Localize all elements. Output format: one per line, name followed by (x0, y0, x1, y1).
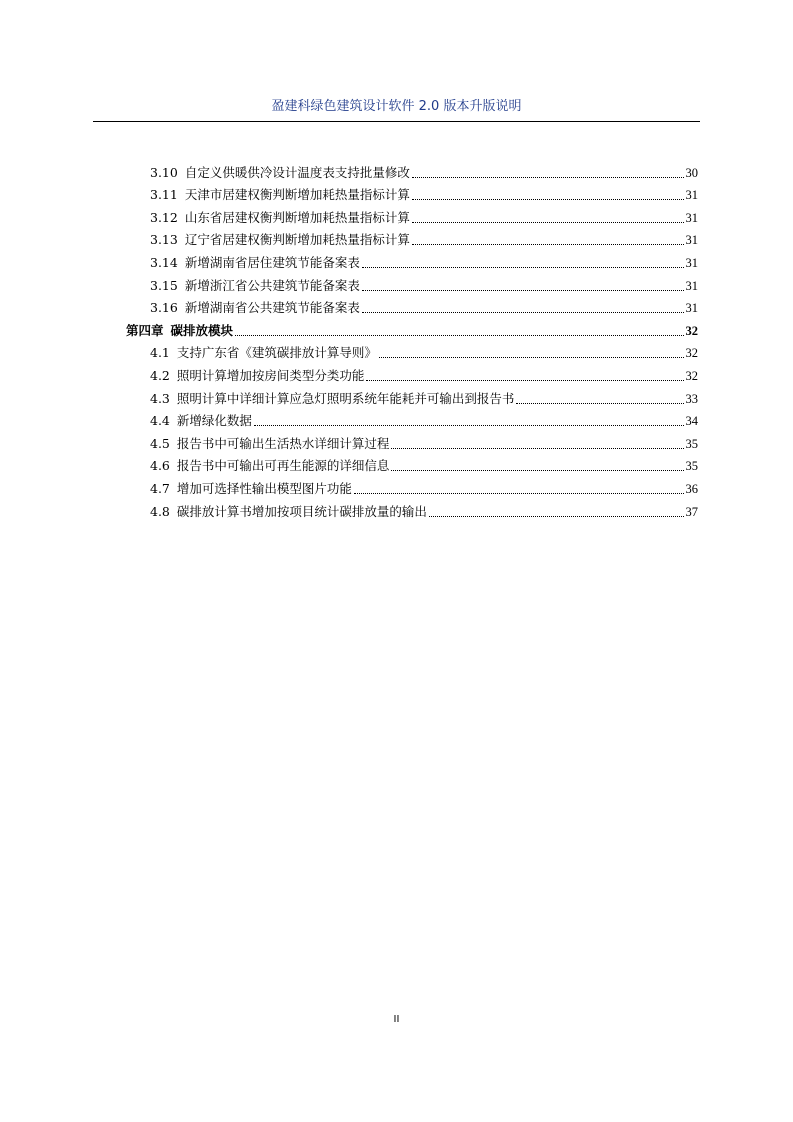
toc-entry-title: 碳排放模块 (170, 322, 234, 338)
toc-dot-leader (362, 290, 684, 291)
toc-dot-leader (362, 267, 684, 268)
toc-entry[interactable] (126, 204, 698, 227)
toc-entry-number: 3.12 (150, 209, 178, 225)
toc-entry-number: 3.14 (150, 254, 178, 270)
toc-dot-leader (412, 177, 684, 178)
toc-entry-page: 32 (685, 346, 698, 361)
toc-entry-page: 31 (685, 188, 698, 203)
header-divider (93, 121, 700, 122)
toc-entry[interactable] (126, 498, 698, 521)
toc-entry-page: 32 (685, 323, 698, 338)
toc-dot-leader (412, 199, 684, 200)
toc-entry-title: 报告书中可输出可再生能源的详细信息 (176, 458, 390, 474)
toc-entry-page: 31 (685, 301, 698, 316)
toc-entry-page: 31 (685, 278, 698, 293)
toc-entry[interactable] (126, 159, 698, 182)
toc-entry-number: 4.4 (150, 413, 170, 429)
toc-entry[interactable] (126, 408, 698, 431)
toc-entry-number: 4.2 (150, 367, 170, 383)
toc-entry[interactable] (126, 362, 698, 385)
toc-entry[interactable] (126, 430, 698, 453)
toc-entry[interactable] (126, 340, 698, 363)
toc-entry-number: 4.1 (150, 345, 170, 361)
toc-entry-number: 4.6 (150, 458, 170, 474)
toc-entry-title: 新增浙江省公共建筑节能备案表 (184, 277, 360, 293)
toc-dot-leader (429, 516, 684, 517)
toc-entry-title: 增加可选择性输出模型图片功能 (176, 480, 352, 496)
toc-entry-page: 31 (685, 210, 698, 225)
toc-dot-leader (379, 357, 684, 358)
toc-entry-title: 自定义供暖供冷设计温度表支持批量修改 (184, 164, 410, 180)
toc-entry-page: 35 (685, 436, 698, 451)
toc-entry[interactable] (126, 227, 698, 250)
toc-entry-page: 31 (685, 233, 698, 248)
toc-entry-page: 31 (685, 255, 698, 270)
toc-entry-page: 35 (685, 459, 698, 474)
toc-entry[interactable] (126, 475, 698, 498)
toc-entry-number: 3.11 (150, 187, 178, 203)
toc-dot-leader (412, 222, 684, 223)
toc-dot-leader (354, 493, 684, 494)
toc-entry-page: 37 (685, 504, 698, 519)
toc-entry-title: 照明计算中详细计算应急灯照明系统年能耗并可输出到报告书 (176, 390, 515, 406)
toc-dot-leader (391, 470, 683, 471)
toc-entry-title: 新增湖南省公共建筑节能备案表 (184, 300, 360, 316)
toc-entry-title: 支持广东省《建筑碳排放计算导则》 (176, 345, 377, 361)
toc-entry-page: 33 (685, 391, 698, 406)
toc-entry-title: 报告书中可输出生活热水详细计算过程 (176, 435, 390, 451)
toc-entry-title: 天津市居建权衡判断增加耗热量指标计算 (184, 187, 410, 203)
toc-entry-title: 碳排放计算书增加按项目统计碳排放量的输出 (176, 503, 427, 519)
toc-entry-page: 36 (685, 481, 698, 496)
toc-entry-number: 4.8 (150, 503, 170, 519)
toc-entry-number: 3.10 (150, 164, 178, 180)
toc-dot-leader (391, 448, 683, 449)
toc-entry-title: 照明计算增加按房间类型分类功能 (176, 367, 365, 383)
table-of-contents (126, 159, 698, 521)
page-header-title: 盈建科绿色建筑设计软件 2.0 版本升版说明 (271, 99, 522, 114)
toc-entry-number: 第四章 (126, 322, 164, 338)
toc-entry-page: 34 (685, 414, 698, 429)
toc-entry-page: 32 (685, 368, 698, 383)
toc-entry-number: 3.16 (150, 300, 178, 316)
toc-entry-number: 4.7 (150, 480, 170, 496)
toc-entry-number: 3.15 (150, 277, 178, 293)
toc-dot-leader (362, 312, 684, 313)
toc-entry[interactable] (126, 453, 698, 476)
toc-entry-page: 30 (685, 165, 698, 180)
toc-dot-leader (235, 335, 683, 336)
toc-dot-leader (412, 244, 684, 245)
toc-dot-leader (366, 380, 683, 381)
toc-entry-number: 4.5 (150, 435, 170, 451)
toc-entry-number: 3.13 (150, 232, 178, 248)
toc-dot-leader (254, 425, 684, 426)
toc-entry-number: 4.3 (150, 390, 170, 406)
toc-chapter-entry[interactable] (126, 317, 698, 340)
toc-entry[interactable] (126, 249, 698, 272)
toc-dot-leader (516, 403, 683, 404)
page-number: II (393, 1014, 400, 1025)
toc-entry[interactable] (126, 385, 698, 408)
toc-entry-title: 山东省居建权衡判断增加耗热量指标计算 (184, 209, 410, 225)
toc-entry[interactable] (126, 182, 698, 205)
toc-entry[interactable] (126, 272, 698, 295)
toc-entry[interactable] (126, 295, 698, 318)
toc-entry-title: 新增湖南省居住建筑节能备案表 (184, 254, 360, 270)
toc-entry-title: 新增绿化数据 (176, 413, 252, 429)
toc-entry-title: 辽宁省居建权衡判断增加耗热量指标计算 (184, 232, 410, 248)
